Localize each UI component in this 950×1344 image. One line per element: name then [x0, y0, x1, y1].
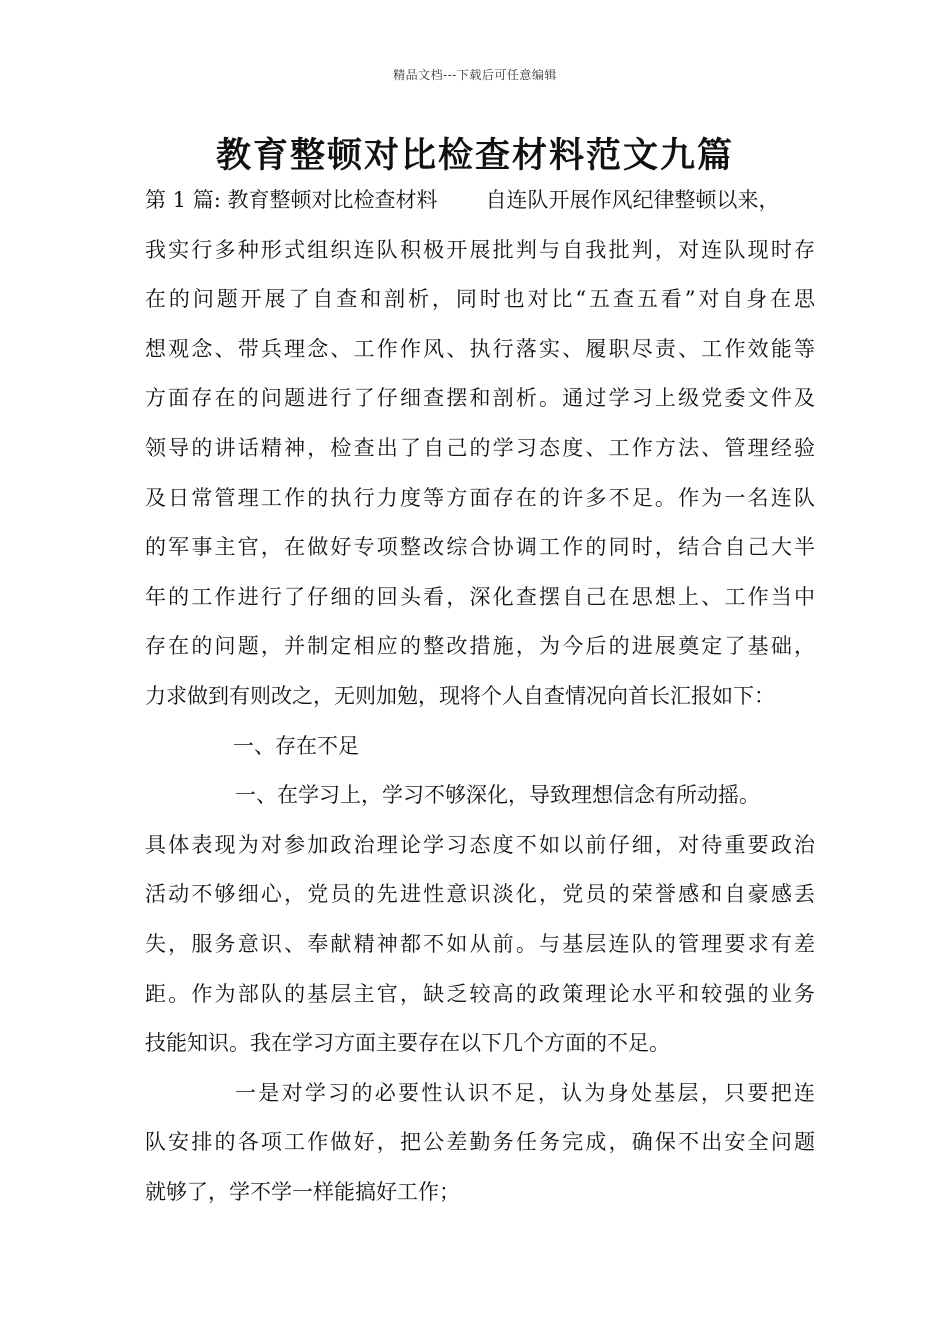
- paragraph-first-line: 一、在学习上，学习不够深化，导致理想信念有所动摇。: [235, 783, 760, 808]
- text-line: 失，服务意识、奉献精神都不如从前。与基层连队的管理要求有差: [145, 931, 815, 956]
- text-line: 想观念、带兵理念、工作作风、执行落实、履职尽责、工作效能等: [145, 336, 815, 361]
- text-line: 具体表现为对参加政治理论学习态度不如以前仔细，对待重要政治: [145, 832, 815, 857]
- document-body: [145, 176, 815, 1217]
- text-line: 力求做到有则改之，无则加勉，现将个人自查情况向首长汇报如下：: [145, 683, 775, 708]
- section-heading: 一、存在不足: [233, 733, 359, 758]
- document-title: 教育整顿对比检查材料范文九篇: [215, 135, 734, 176]
- text-line: 就够了，学不学一样能搞好工作；: [145, 1179, 460, 1204]
- text-line: 在的问题开展了自查和剖析，同时也对比“五查五看”对自身在思: [145, 287, 815, 312]
- text-line: 距。作为部队的基层主官，缺乏较高的政策理论水平和较强的业务: [145, 981, 815, 1006]
- intro-first-line: [145, 176, 815, 226]
- paragraph-first-line: 一是对学习的必要性认识不足，认为身处基层，只要把连: [235, 1080, 815, 1105]
- text-line: 技能知识。我在学习方面主要存在以下几个方面的不足。: [145, 1031, 670, 1056]
- text-line: 我实行多种形式组织连队积极开展批判与自我批判，对连队现时存: [145, 237, 815, 262]
- intro-first-line-text: 自连队开展作风纪律整顿以来，: [485, 188, 780, 212]
- text-line: 队安排的各项工作做好，把公差勤务任务完成，确保不出安全问题: [145, 1130, 815, 1155]
- text-line: 的军事主官，在做好专项整改综合协调工作的同时，结合自己大半: [145, 535, 815, 560]
- text-line: 活动不够细心，党员的先进性意识淡化，党员的荣誉感和自豪感丢: [145, 882, 815, 907]
- text-line: 领导的讲话精神，检查出了自己的学习态度、工作方法、管理经验: [145, 435, 815, 460]
- header-note: 精品文档---下载后可任意编辑: [393, 68, 557, 82]
- text-line: 存在的问题，并制定相应的整改措施，为今后的进展奠定了基础，: [145, 634, 815, 659]
- text-line: 及日常管理工作的执行力度等方面存在的许多不足。作为一名连队: [145, 485, 815, 510]
- text-line: 年的工作进行了仔细的回头看，深化查摆自己在思想上、工作当中: [145, 584, 815, 609]
- text-line: 方面存在的问题进行了仔细查摆和剖析。通过学习上级党委文件及: [145, 386, 815, 411]
- article-label: 第 1 篇: 教育整顿对比检查材料: [145, 188, 438, 212]
